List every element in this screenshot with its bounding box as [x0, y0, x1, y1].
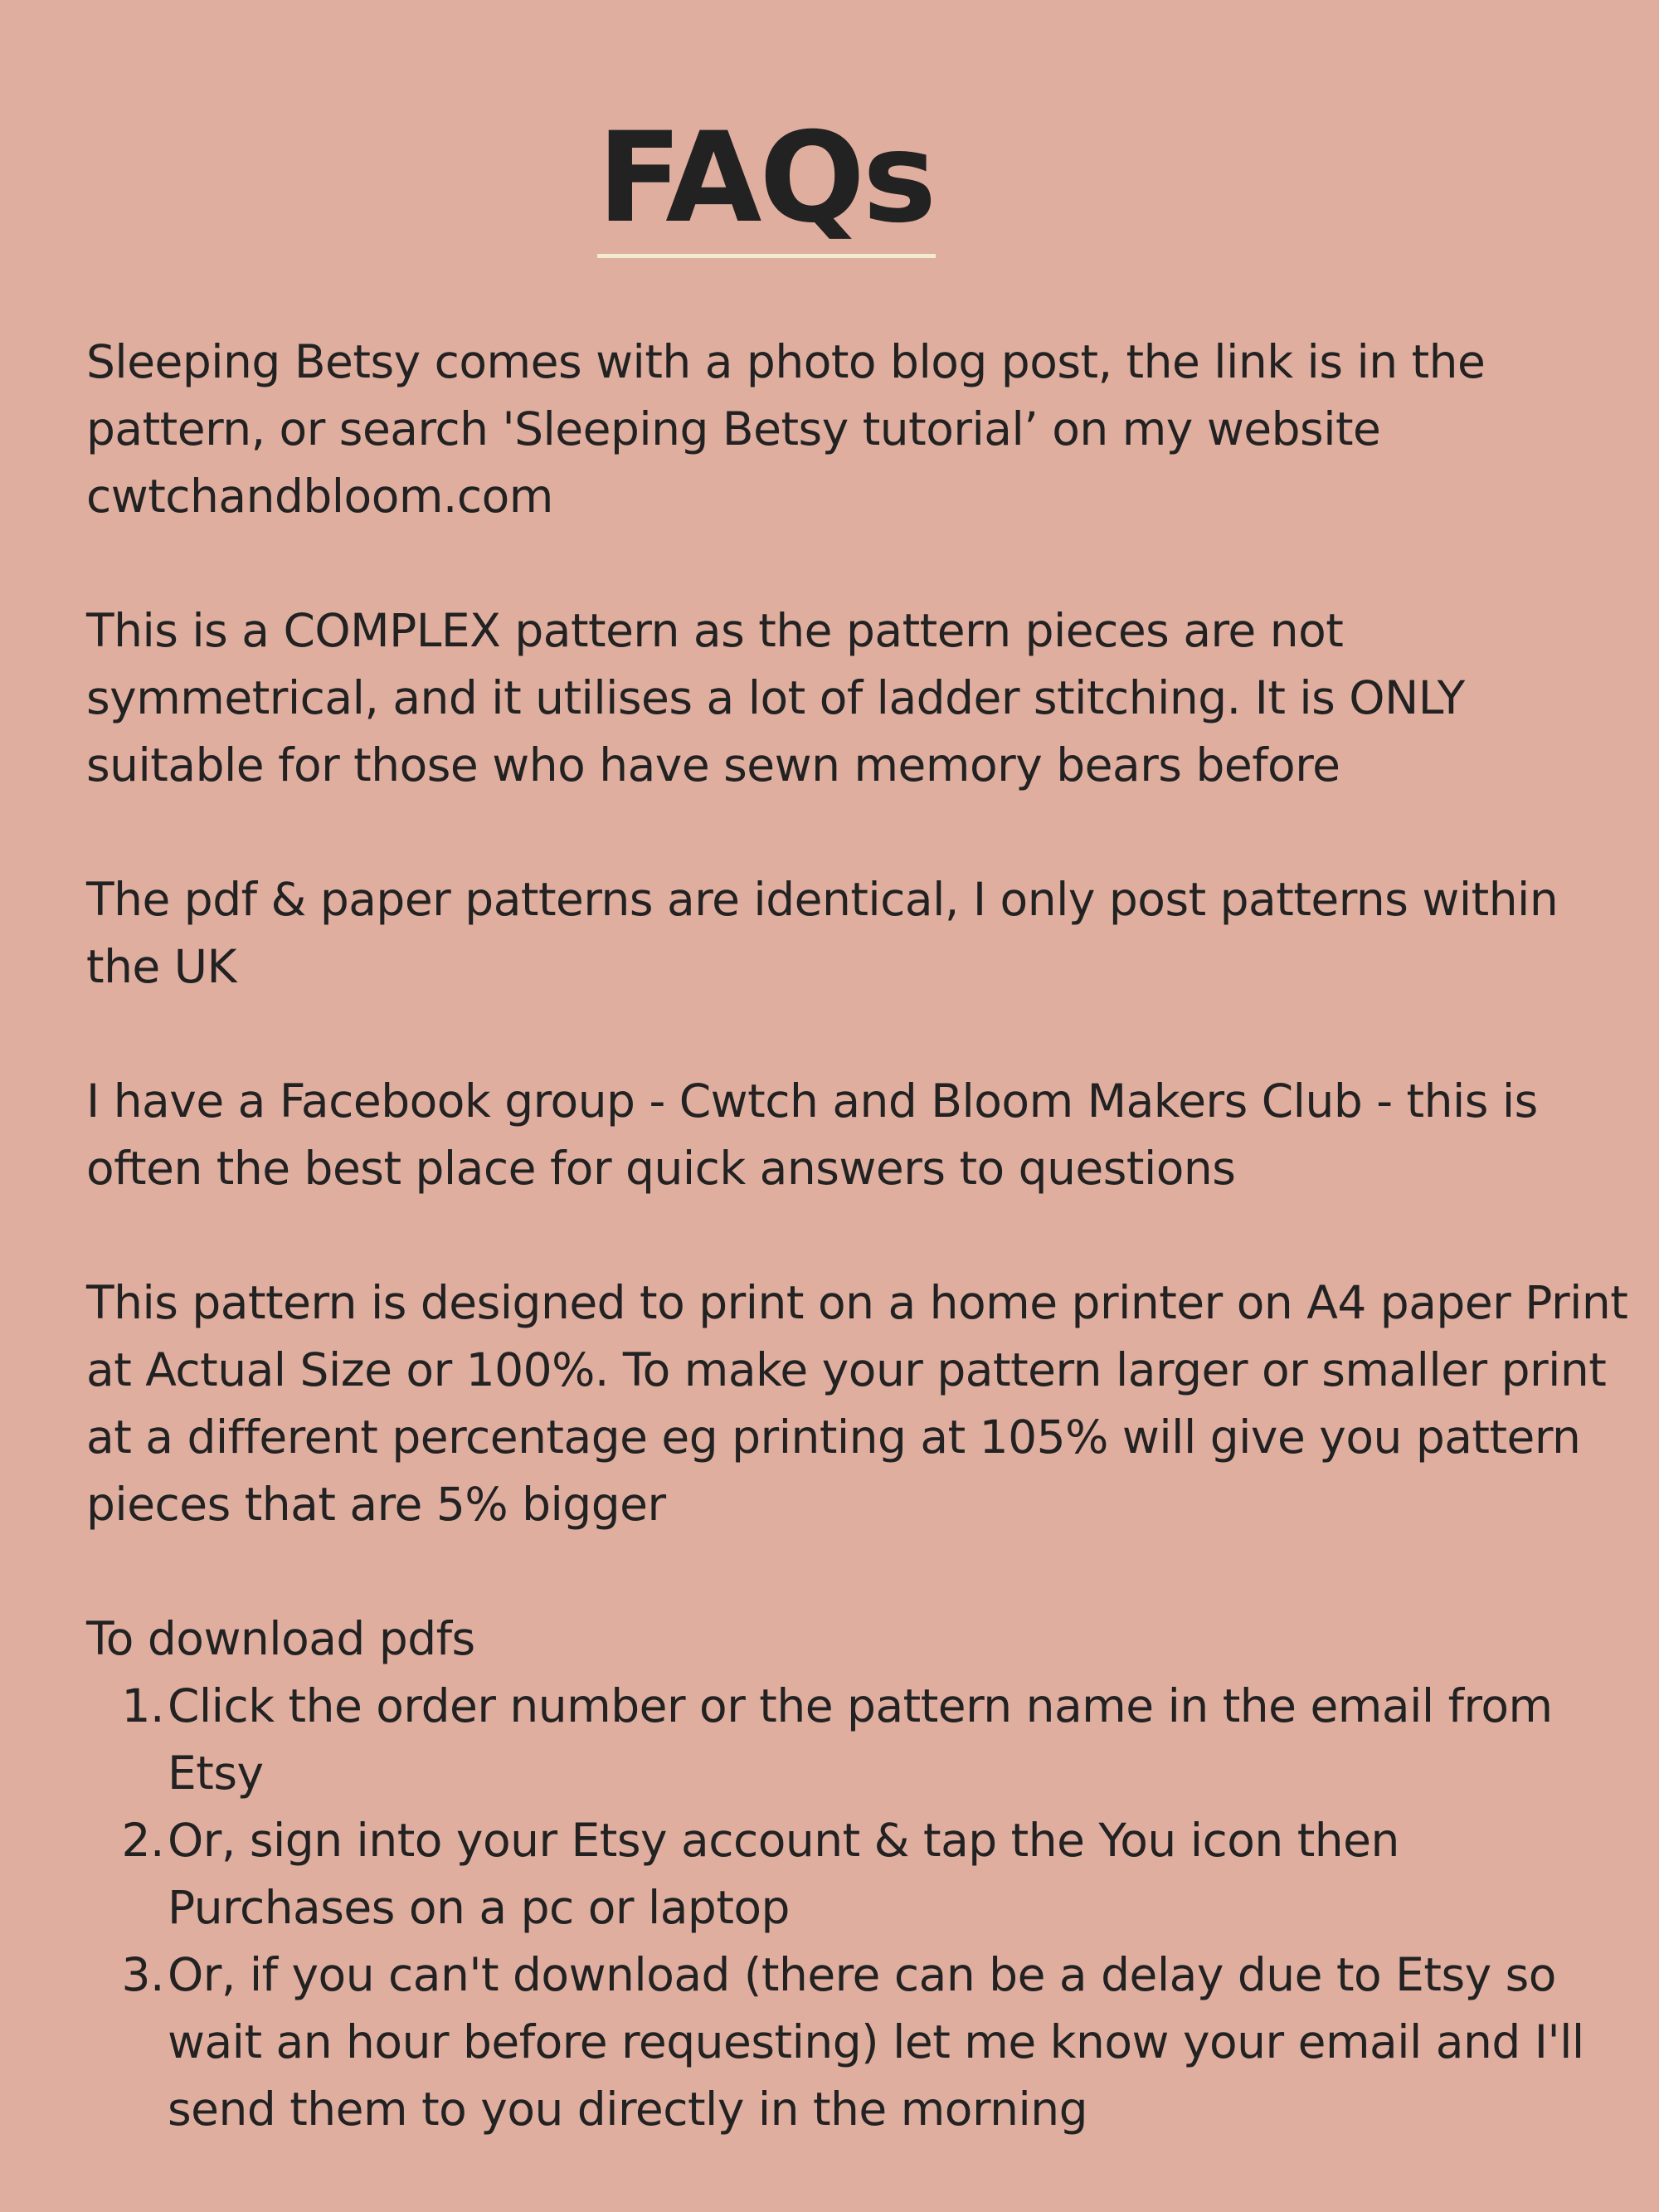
- faq-content: [86, 329, 1629, 2143]
- list-item: [86, 1942, 1629, 2143]
- title-underline: [597, 254, 936, 258]
- step-number: 2.: [121, 1814, 164, 1867]
- step-text: Or, if you can't download (there can be a delay due to Etsy so wait an hour before requesting) let me know your email and I'll send them to you directly in the morning: [168, 1948, 1584, 2136]
- faq-complexity-paragraph: This is a COMPLEX pattern as the pattern pieces are not symmetrical, and it utilises a lot of ladder stitching. It is ONLY suitable for those who have sewn memory bears before: [86, 604, 1465, 792]
- step-number: 3.: [121, 1948, 164, 2001]
- step-text: Click the order number or the pattern name in the email from Etsy: [168, 1679, 1553, 1800]
- download-steps-list: [86, 1673, 1629, 2143]
- list-item: [86, 1807, 1629, 1942]
- faq-shipping-paragraph: The pdf & paper patterns are identical, I only post patterns within the UK: [86, 873, 1559, 993]
- faq-printing-paragraph: This pattern is designed to print on a home printer on A4 paper Print at Actual Size or 100%. To make your pattern larger or smaller print at a different percentage eg printing at 105% will give you pattern pieces that are 5% bigger: [86, 1276, 1628, 1531]
- faq-facebook-paragraph: I have a Facebook group - Cwtch and Bloom Makers Club - this is often the best place for quick answers to questions: [86, 1074, 1538, 1195]
- page-title: FAQs: [597, 106, 935, 251]
- list-item: [86, 1673, 1629, 1807]
- download-lead: To download pdfs: [86, 1612, 475, 1665]
- faq-tutorial-paragraph: Sleeping Betsy comes with a photo blog post, the link is in the pattern, or search 'Sleeping Betsy tutorial’ on my website cwtchandbloom.com: [86, 335, 1486, 523]
- step-text: Or, sign into your Etsy account & tap the You icon then Purchases on a pc or laptop: [168, 1814, 1399, 1934]
- step-number: 1.: [121, 1679, 164, 1732]
